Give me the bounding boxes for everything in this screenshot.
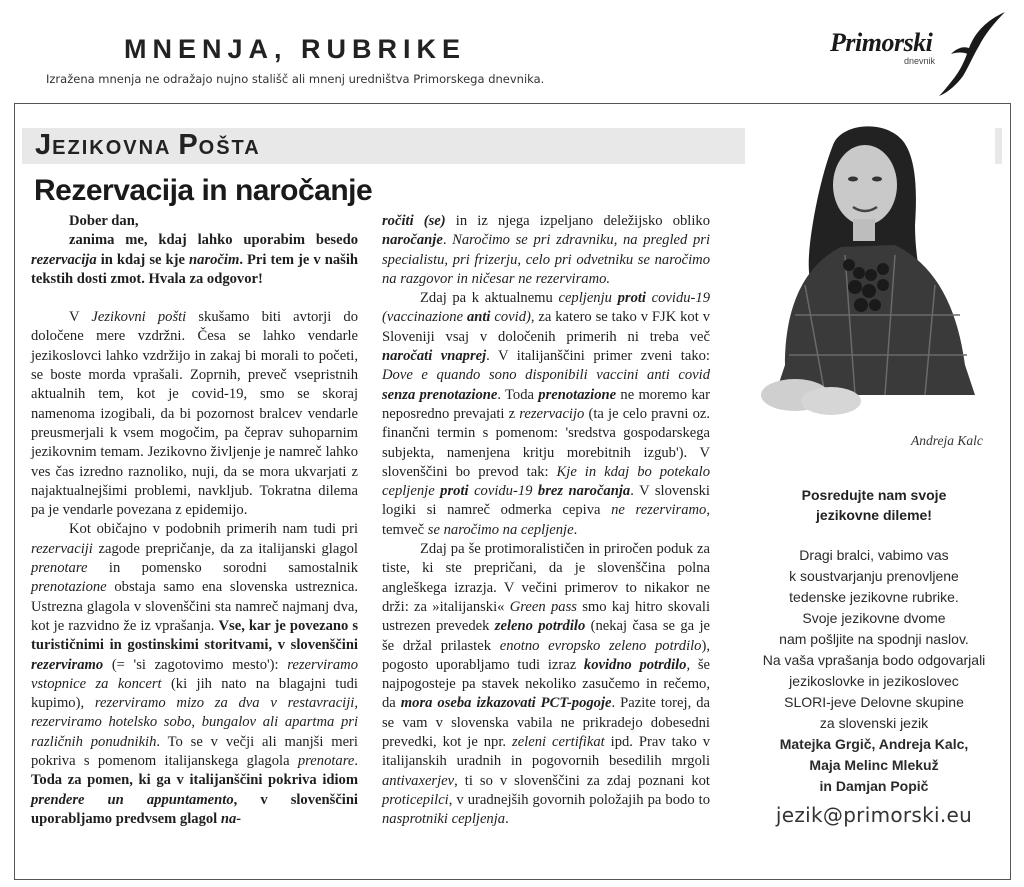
contributors-names: Matejka Grgič, Andreja Kalc, Maja Melinc Mlekuž in Damjan Popič bbox=[779, 736, 969, 794]
photo-caption: Andreja Kalc bbox=[911, 433, 983, 448]
disclaimer: Izražena mnenja ne odražajo nujno stališč ali mnenj uredništva Primorskega dnevnika. bbox=[46, 72, 545, 86]
callout-body: Dragi bralci, vabimo vas k soustvarjanju prenovljene tedenske jezikovne rubrike. Svoje jezikovne dvome nam pošljite na spodnji naslov. Na vaša vprašanja bodo odgovarjali jezikoslovke in jezikoslovec SLORI-jeve Delovne skupine za slovenski jezik Matejka Grgič, Andreja Kalc, Maja Melinc Mlekuž in Damjan Popič bbox=[740, 545, 1008, 797]
callout-title: Posredujte nam svoje jezikovne dileme! bbox=[801, 487, 947, 523]
section-title: MNENJA, RUBRIKE bbox=[124, 34, 467, 64]
rubric-title: JEZIKOVNA POŠTA bbox=[35, 129, 261, 161]
contact-email-link[interactable]: jezik@primorski.eu bbox=[775, 803, 973, 827]
article-column-1: Dober dan, zanima me, kdaj lahko uporabim besedo rezervacija in kdaj se kje naročim. Pri tem je v naših tekstih dosti zmot. Hvala za odgovor! V Jezikovni pošti skušamo biti avtorji do določene mere vzdržni. Česa se lahko vendarle jezikoslovci lahko vzdržijo in zakaj bi morali to početi, se boste morda vprašali. Zoprnih, preveč vsepristnih aktualnih tem, kot je covid-19, smo se skoraj namenoma izogibali, da bi pozornost bralcev vendarle preusmerjali k vsem mogočim, pa čeprav suhoparnim jezikovnim temam. Jezikovno življenje je namreč lahko ves čas izredno raznoliko, nuji, da se mora ukvarjati z najaktualnejšimi problemi, navkljub. Tokratna dilema pa je vendarle povezana z epidemijo. Kot običajno v podobnih primerih nam tudi pri rezervaciji zagode prepričanje, da za italijanski glagol prenotare in pomensko sorodni samostalnik prenotazione obstaja samo ena slovenska ustreznica. Ustrezna glagola v slovenščini sta namreč najmanj dva, kot je razvidno že iz vprašanja. Vse, kar je povezano s turističnimi in gostinskimi storitvami, v slovenščini rezerviramo (= 'si zagotovimo mesto'): rezerviramo vstopnice za koncert (ki jih nato na blagajni tudi kupimo), rezerviramo mizo za dva v restavraciji, rezerviramo hotelsko sobo, bungalov ali apartma pri različnih ponudnikih. To se v večji ali manjši meri pokriva s pomenom italijanskega glagola prenotare. Toda za pomen, ki ga v italijanščini pokriva idiom prendere un appuntamento, v slovenščini uporabljamo predvsem glagol na- bbox=[31, 213, 358, 827]
article-column-2: ročiti (se) in iz njega izpeljano deležijsko obliko naročanje. Naročimo se pri zdravniku, na pregled pri specialistu, pri frizerju, celo pri odvetniku se naročimo na razgovor in ničesar ne rezerviramo. Zdaj pa k aktualnemu cepljenju proti covidu-19 (vaccinazione anti covid), za katero se tako v FJK kot v Sloveniji vsaj v določenih primerih ni treba več naročati vnaprej. V italijanščini primer zveni tako: Dove e quando sono disponibili vaccini anti covid senza prenotazione. Toda prenotazione ne moremo kar neposredno prevajati z rezervacijo (ta je celo pravni oz. finančni termin s pomenom: 'sredstva gospodarskega subjekta, namenjena kritju morebitnih izgub'). V slovenščini bo prevod tak: Kje in kdaj bo potekalo cepljenje proti covidu-19 brez naročanja. V slovenski logiki si namreč odmerka cepiva ne rezerviramo, temveč se naročimo na cepljenje. Zdaj pa še protimoralističen in priročen poduk za tiste, ki ste prepričani, da je slovenščina polna angleškega izrazja. V večini primerov to nikakor ne drži: za »italijanski« Green pass smo kaj hitro skovali ustrezen prevedek zeleno potrdilo (nekaj časa se ga je še držal prilastek enotno evropsko zeleno potrdilo), pogosto uporabljamo tudi izraz kovidno potrdilo, še najpogosteje pa stavek nekoliko zasučemo in rečemo, da mora oseba izkazovati PCT-pogoje. Pazite torej, da se vam v slovenska vabila ne prikradejo dobesedni prevedki, kot je npr. zeleni certifikat ipd. Prav tako v italijanskih uradnih in pogovornih besedilih mrgoli antivaxerjev, ti so v slovenščini za zdaj poznani kot proticepilci, v uradnejših govornih položajih pa bodo to nasprotniki cepljenja. bbox=[382, 213, 711, 828]
brand-logo-subtext: dnevnik bbox=[904, 56, 936, 66]
seagull-logo-icon bbox=[935, 8, 1007, 100]
brand-logo-text: Primorski bbox=[830, 28, 933, 57]
author-photo bbox=[745, 115, 995, 425]
article-headline: Rezervacija in naročanje bbox=[34, 174, 373, 207]
